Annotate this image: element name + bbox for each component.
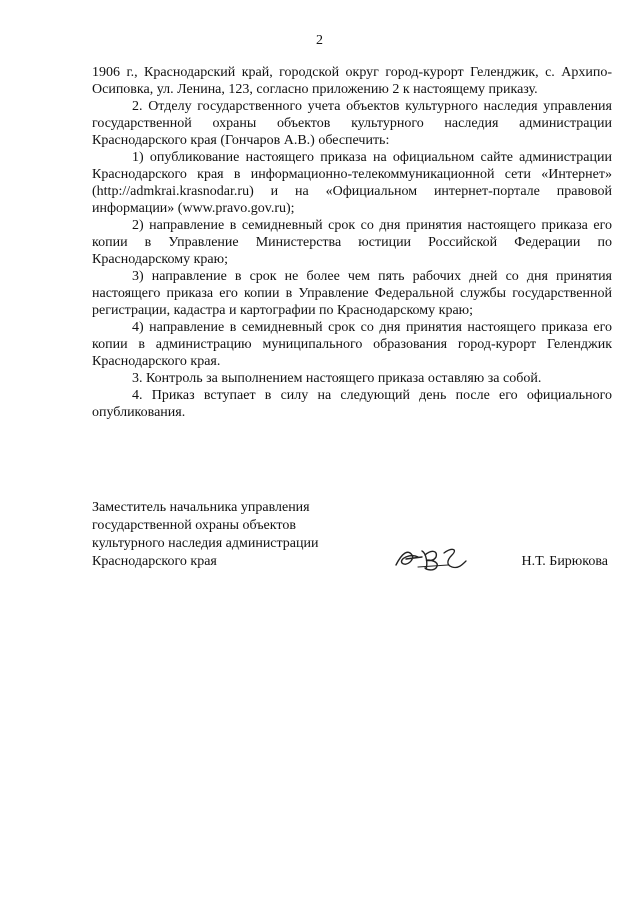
signer-position-line: культурного наследия администрации — [92, 536, 319, 551]
signature-block — [92, 499, 612, 571]
page-number: 2 — [316, 33, 323, 48]
handwritten-signature-icon — [392, 543, 472, 573]
paragraph-subitem-2: 2) направление в семидневный срок со дня принятия настоящего приказа его копии в Управление Министерства юстиции Российской Федерации по Краснодарскому краю; — [92, 218, 612, 267]
signer-position-line: Краснодарского края — [92, 554, 217, 569]
paragraph-subitem-3: 3) направление в срок не более чем пять рабочих дней со дня принятия настоящего приказа его копии в Управление Федеральной службы государственной регистрации, кадастра и картографии по Краснодарскому краю; — [92, 269, 612, 318]
paragraph-item-2: 2. Отделу государственного учета объектов культурного наследия управления государственной охраны объектов культурного наследия администрации Краснодарского края (Гончаров А.В.) обеспечить: — [92, 99, 612, 148]
paragraph-subitem-4: 4) направление в семидневный срок со дня принятия настоящего приказа его копии в администрацию муниципального образования город-курорт Геленджик Краснодарского края. — [92, 320, 612, 369]
paragraph-address-continuation: 1906 г., Краснодарский край, городской округ город-курорт Геленджик, с. Архипо-Осиповка, ул. Ленина, 123, согласно приложению 2 к настоящему приказу. — [92, 65, 612, 97]
signer-name: Н.Т. Бирюкова — [521, 554, 608, 569]
order-body-text — [92, 64, 612, 421]
paragraph-item-4: 4. Приказ вступает в силу на следующий день после его официального опубликования. — [92, 388, 612, 420]
signer-position-line: государственной охраны объектов — [92, 518, 296, 533]
paragraph-item-3: 3. Контроль за выполнением настоящего приказа оставляю за собой. — [132, 371, 542, 386]
paragraph-subitem-1: 1) опубликование настоящего приказа на официальном сайте администрации Краснодарского края в информационно-телекоммуникационной сети «Интернет» (http://admkrai.krasnodar.ru) и на «Официальном интернет-портале правовой информации» (www.pravo.gov.ru); — [92, 150, 612, 216]
signer-position-line: Заместитель начальника управления — [92, 500, 310, 515]
